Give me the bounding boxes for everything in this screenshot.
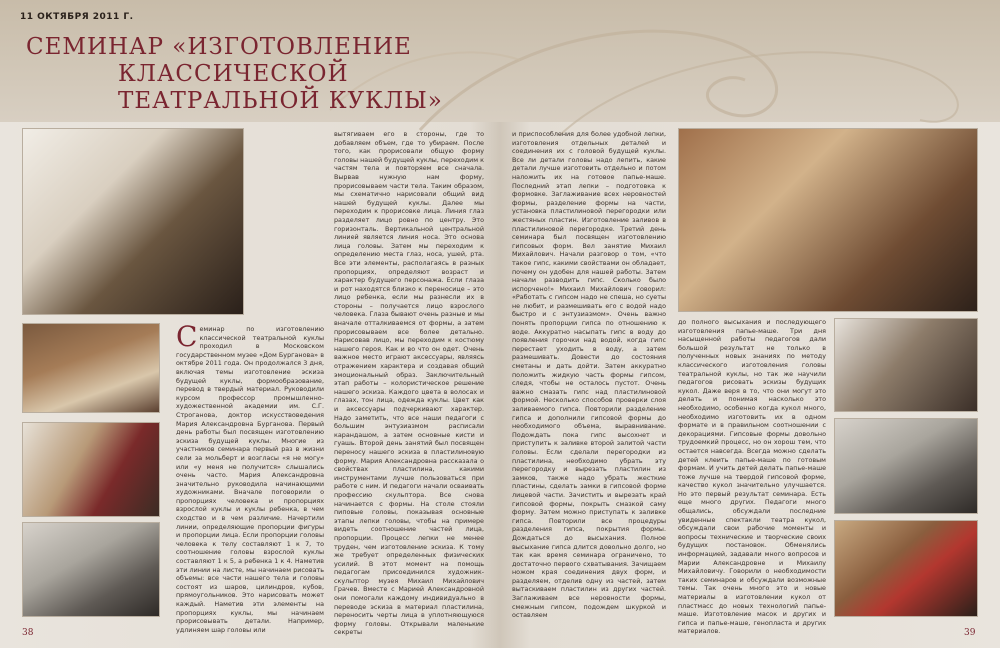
page-number-left: 38 (22, 628, 34, 638)
issue-date: 11 ОКТЯБРЯ 2011 Г. (20, 12, 134, 22)
column-4-text: до полного высыхания и последующего изготовления папье-маше. Три дня насыщенной работы педагогов дали большой результат не только в полученных новых знаниях по методу классического изготовления головы театральной куклы, но так же научили педагогов рисовать эскизы будущих кукол. Даже веря в то, что они могут это делать и понимая насколько это необходимо, особенно когда кукол много, необходимо изготовить их в одном формате и в правильном соотношении с декорациями. Гипсовые формы довольно трудоемкий процесс, но он хорош тем, что остается навсегда. Всегда можно сделать детей клеить папье-маше по готовым формам. И учить детей делать папье-маше тоже лучше на твердой гипсовой форме, качество кукол значительно улучшается. Но это первый результат семинара. Есть еще много других. Педагоги много общались, обсуждали последние увиденные спектакли театра кукол, обсуждали свои рабочие моменты и вопросы технические и творческие своих будущих постановок. Обменялись информацией, задавали много вопросов и Марии Александровне и Михаилу Михайловичу. Говорили о необходимости таких семинаров и обсуждали возможные темы. Так очень много это и новые материалы в изготовлении кукол от пластмасс до новых технологий папье-маше. Изготовление масок и других и гипса и папье-маше, генопласта и других материалов. (678, 318, 826, 636)
drop-cap: С (176, 320, 198, 353)
photo-clay-heads (834, 318, 978, 412)
text-column-1 (176, 320, 324, 634)
title-line-2: КЛАССИЧЕСКОЙ (118, 61, 349, 87)
photo-sculpting-heads (678, 128, 978, 312)
photo-instructor-at-easel (22, 522, 160, 617)
photo-group-seminar (834, 520, 978, 617)
column-2-text: вытягиваем его в стороны, где то добавляем объем, где то убираем. После того, как прорисовали общую форму головы нашей будущей куклы, переходим к частям тела и повторяем все сначала. Вырвав нужную нам форму, прорисовываем части тела. Таким образом, мы схематично нарисовали общий вид нашей будущей куклы. Далее мы переходим к прорисовке лица. Линия глаз разделяет лицо ровно по центру. Это горизонталь. Вертикальной центральной линией является линия носа. Это основа лица головы. Затем мы переходим к определению места глаз, носа, ушей, рта. Все эти элементы, располагаясь в разных пропорциях, определяют возраст и характер будущего персонажа. Если глаза и рот находятся близко к переносице – это лицо ребенка, если мы разнесли их в стороны – получается лицо взрослого человека. Глаза бывают очень разные и мы вначале отталкиваемся от формы, а затем прорисовываем все более детально. Нарисовав лицо, мы переходим к костюму нашего героя. Как и во что он одет. Очень важное место играют аксессуары, являясь отражением характера и создавая общий эмоциональный образ. Заключительный этап работы – колористическое решение нашего эскиза. Каждого цвета в волосах и глазах, тон лица, одежда куклы. Цвет как и аксессуары подчеркивают характер. Надо заметить, что все наши педагоги с большим энтузиазмом расписали карандашом, а затем основные кисти и гуашь. Второй день занятий был посвящен переносу нашего эскиза в пластилиновую форму. Мария Александровна рассказала о свойствах пластилина, какими инструментами лучше пользоваться при работе с ним. И педагоги начали осваивать профессию скульптора. Все снова начинается с формы. На столе стояли пиповые головы, показывая основные этапы лепки головы, чтобы на примере видеть соотношение частей лица, пропорции. Процесс лепки не менее труден, чем изготовление эскиза. К тому же требует определенных физических усилий. В этот момент на помощь педагогам присоединился художник-скульптор музея Михаил Михайлович Грачев. Вместе с Марией Александровной они помогали каждому индивидуально в переводе эскиза в материал пластилина, переносить черты лица в уплотняющуюся форму головы. Открывали маленькие секреты (334, 130, 484, 637)
photo-participants-easels (22, 323, 160, 413)
photo-teachers-discussion (834, 418, 978, 514)
photo-drawing-workshop (22, 422, 160, 517)
text-column-2 (334, 130, 484, 637)
column-3-text: и приспособления для более удобной лепки, изготовления отдельных деталей и соединения их с головой будущей куклы. Все ли детали головы надо лепить, какие детали лучше изготовить отдельно и потом наложить их на готовое папье-маше. Последний этап лепки – подготовка к формовке. Заглаживание всех неровностей формы, разделение формы на части, установка пластилиновой перегородки или жестяных пластин. Изготовление заливов в пластилиновой перегородке. Третий день семинара был посвящен изготовлению гипсовых форм. Вел занятие Михаил Михайлович. Начали разговор о том, «что такое гипс, какими свойствами он обладает, почему он удобен для нашей работы. Затем начали разводить гипс. Сколько было испорчено!» Михаил Михайлович говорил: «Работать с гипсом надо не спеша, но суеты не любит, и размешивать его с водой надо быстро и с энтузиазмом». Очень важно понять пропорции гипса по отношению к воде. Аккуратно насыпать гипс в воду до появления горочки над водой, когда гипс перестает уходить в воду, а затем размешивать. Довести до состояния сметаны и дать дойти. Затем аккуратно положить жидкую часть формы гипсом, следя, чтобы не осталось пустот. Очень важно смазать гипс над пластилиновой формой. Несколько способов проверки слоя заливаемого гипса. Повторили разделение гипса и дополнили гипсовой формы до необходимого объема, выравнивание. Подождать пока гипс высохнет и приступить к заливке второй залитой части головы. Если сделали перегородки из пластилина, необходимо убрать эту перегородку и вырезать пластилин из замков, также надо убрать жесткие пластины, сделать замки в гипсовой форме лицевой части. Зачистить и вырезать край гипсовой формы, покрыть смазкой саму форму. Затем можно приступать к заливке гипса. Повторили все процедуры разделения гипса, покрытия формы. Дождаться до высыхания. Полное высыхание гипса длится довольно долго, но так как время семинара ограничено, то достаточно первого схватывания. Зачищаем ножом края соединения двух форм, и разделяем, отделив одну из частей, затем вытаскиваем пластилин из других частей. Заглаживаем все неровности формы, смежным гипсом, подождем шкуркой и оставляем (512, 130, 666, 620)
photo-drawing-session (22, 128, 244, 315)
page-number-right: 39 (964, 628, 976, 638)
title-line-1: СЕМИНАР «ИЗГОТОВЛЕНИЕ (26, 34, 412, 60)
text-column-4 (678, 318, 826, 636)
column-1-text: еминар по изготовлению классической театральной куклы проходил в Московском государственном музее «Дом Бурганова» в октябре 2011 года. Он продолжался 3 дня, включая темы изготовление эскиза будущей куклы, формообразование, перевод в твердый материал. Руководили курсом профессор промышленно-художественной академии им. С.Г. Строганова, доктор искусствоведения Мария Александровна Бурганова. Первый день работы был посвящен изготовлению эскиза будущей куклы. Многие из участников семинара первый раз в жизни сели за мольберт и возгласы «я не могу» или «у меня не получится» слышались очень часто. Мария Александровна значительно руководила начинающими художниками. Вначале поговорили о пропорциях человека и пропорциях взрослой куклы и куклы ребенка, в чем сходство и в чем различие. Начертили линии, определяющие пропорции фигуры и пропорции лица. Если пропорции головы человека к телу составляют 1 к 7, то соотношение головы взрослой куклы составляют 1 к 5, а ребенка 1 к 4. Наметив эти линии на листе, мы начинаем рисовать объемы: все части нашего тела и головы состоят из шаров, цилиндров, кубов, прямоугольников. Это нарисовать может каждый. Наметив эти элементы на пропорциях куклы, мы начинаем прорисовывать детали. Например, удлиняем шар головы или (176, 325, 324, 634)
text-column-3 (512, 130, 666, 620)
article-title (26, 34, 443, 115)
title-line-3: ТЕАТРАЛЬНОЙ КУКЛЫ» (118, 88, 443, 114)
